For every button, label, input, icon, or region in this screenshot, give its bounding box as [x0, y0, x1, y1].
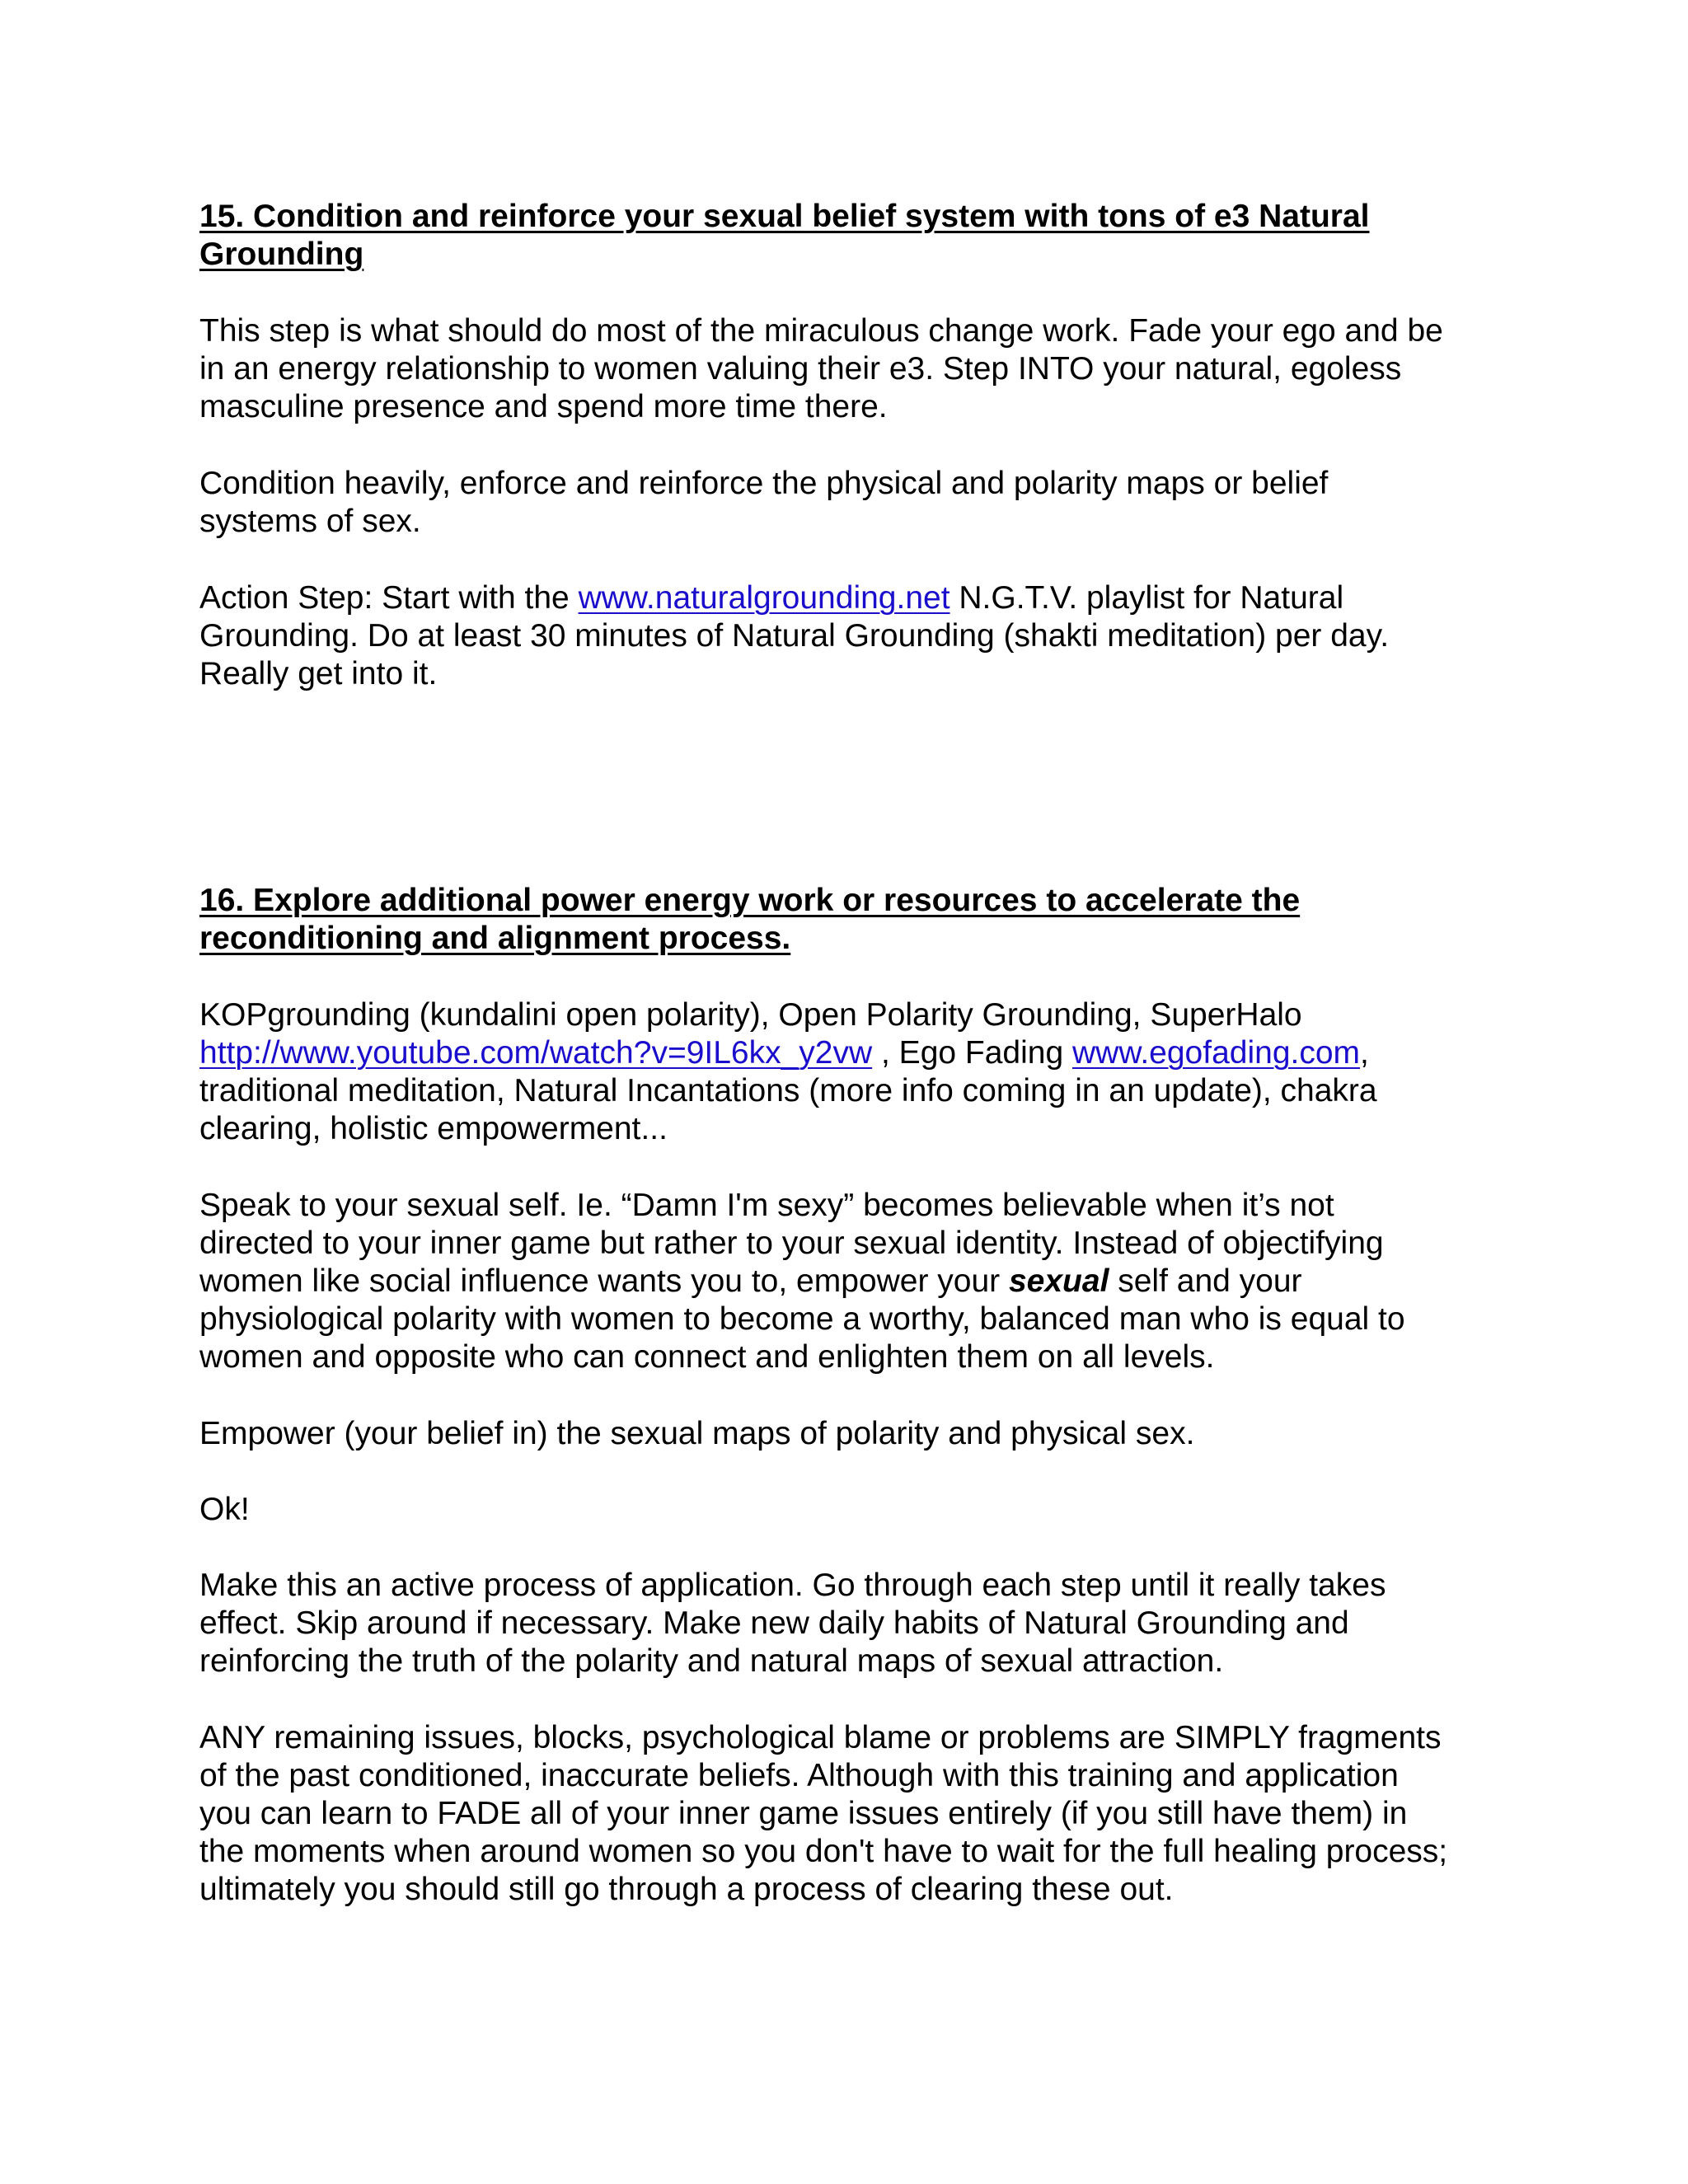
paragraph-line: physiological polarity with women to become a worthy, balanced man who is equal to [199, 1301, 1405, 1337]
paragraph-line: effect. Skip around if necessary. Make new daily habits of Natural Grounding and [199, 1605, 1349, 1641]
paragraph-line: ultimately you should still go through a process of clearing these out. [199, 1872, 1174, 1907]
paragraph-line: Ok! [199, 1492, 250, 1527]
section-16-heading [199, 882, 1535, 958]
paragraph-line: systems of sex. [199, 504, 421, 539]
paragraph-line: of the past conditioned, inaccurate beliefs. Although with this training and application [199, 1758, 1399, 1793]
paragraph-line: Empower (your belief in) the sexual maps of polarity and physical sex. [199, 1416, 1195, 1451]
resources-paragraph [199, 996, 1535, 1148]
emphasis-sexual: sexual [1008, 1263, 1109, 1299]
paragraph-line: women and opposite who can connect and enlighten them on all levels. [199, 1339, 1215, 1375]
paragraph-line: masculine presence and spend more time there. [199, 389, 888, 424]
action-step-suffix: N.G.T.V. playlist for Natural [950, 580, 1344, 616]
comma: , [1360, 1035, 1369, 1071]
paragraph-line: clearing, holistic empowerment... [199, 1111, 668, 1146]
naturalgrounding-link[interactable]: www.naturalgrounding.net [578, 580, 950, 616]
paragraph-line: reinforcing the truth of the polarity and natural maps of sexual attraction. [199, 1643, 1224, 1679]
paragraph-line: directed to your inner game but rather to your sexual identity. Instead of objectifying [199, 1226, 1384, 1261]
paragraph-line: This step is what should do most of the miraculous change work. Fade your ego and be [199, 313, 1443, 349]
heading-line: Grounding [199, 237, 364, 272]
paragraph-line: Speak to your sexual self. Ie. “Damn I'm sexy” becomes believable when it’s not [199, 1188, 1334, 1223]
speak-paragraph [199, 1187, 1535, 1376]
text-segment: women like social influence wants you to, empower your [199, 1263, 1009, 1299]
section-15-paragraph [199, 312, 1535, 426]
paragraph-line: Condition heavily, enforce and reinforce the physical and polarity maps or belief [199, 466, 1329, 501]
paragraph-line [199, 1263, 1535, 1301]
paragraph-line: you can learn to FADE all of your inner game issues entirely (if you still have them) in [199, 1796, 1408, 1831]
action-step-prefix: Action Step: Start with the [199, 580, 579, 616]
text-segment: self and your [1109, 1263, 1302, 1299]
paragraph-line: Really get into it. [199, 656, 438, 691]
section-15-heading [199, 198, 1535, 274]
section-15-paragraph [199, 465, 1535, 541]
paragraph-line: Make this an active process of application. Go through each step until it really takes [199, 1568, 1386, 1603]
ego-fading-label: , Ego Fading [872, 1035, 1072, 1071]
youtube-link[interactable]: http://www.youtube.com/watch?v=9IL6kx_y2vw [199, 1035, 873, 1071]
paragraph-line [199, 1034, 1535, 1072]
paragraph-line: the moments when around women so you don't have to wait for the full healing process; [199, 1834, 1448, 1869]
paragraph-line: Grounding. Do at least 30 minutes of Natural Grounding (shakti meditation) per day. [199, 618, 1390, 654]
heading-line: 16. Explore additional power energy work or resources to accelerate the [199, 883, 1301, 918]
active-process-paragraph [199, 1567, 1535, 1680]
heading-line: reconditioning and alignment process. [199, 921, 791, 956]
empower-paragraph [199, 1415, 1535, 1453]
paragraph-line: ANY remaining issues, blocks, psychological blame or problems are SIMPLY fragments [199, 1720, 1442, 1755]
paragraph-line: KOPgrounding (kundalini open polarity), Open Polarity Grounding, SuperHalo [199, 997, 1302, 1033]
egofading-link[interactable]: www.egofading.com [1072, 1035, 1361, 1071]
ok-paragraph [199, 1491, 1535, 1529]
action-step-paragraph [199, 579, 1535, 693]
paragraph-line: in an energy relationship to women valuing their e3. Step INTO your natural, egoless [199, 351, 1402, 387]
paragraph-line [199, 579, 1535, 617]
remaining-issues-paragraph [199, 1719, 1535, 1909]
heading-line: 15. Condition and reinforce your sexual belief system with tons of e3 Natural [199, 199, 1370, 234]
paragraph-line: traditional meditation, Natural Incantations (more info coming in an update), chakra [199, 1073, 1377, 1108]
